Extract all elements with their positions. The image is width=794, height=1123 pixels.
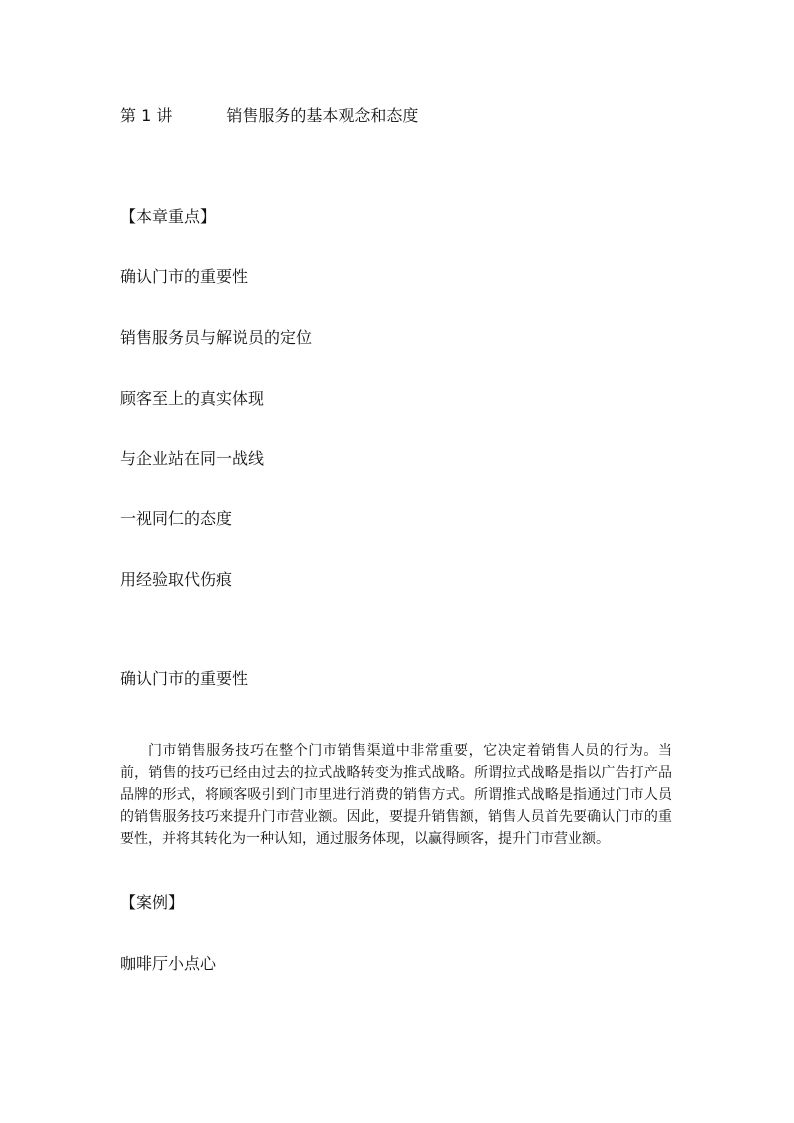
key-point-1: 确认门市的重要性 — [120, 267, 249, 286]
section-paragraph: 门市销售服务技巧在整个门市销售渠道中非常重要，它决定着销售人员的行为。当前，销售的技巧已经由过去的拉式战略转变为推式战略。所谓拉式战略是指以广告打产品品牌的形式，将顾客吸引到门市里进行消费的销售方式。所谓推式战略是指通过门市人员的销售服务技巧来提升门市营业额。因此，要提升销售额，销售人员首先要确认门市的重要性，并将其转化为一种认知，通过服务体现，以赢得顾客，提升门市营业额。 — [120, 743, 672, 847]
key-points-heading: 【本章重点】 — [120, 207, 217, 226]
key-point-3: 顾客至上的真实体现 — [120, 389, 265, 408]
case-title: 咖啡厅小点心 — [120, 954, 217, 973]
chapter-topic: 销售服务的基本观念和态度 — [226, 106, 419, 125]
lecture-number: 第 1 讲 — [120, 106, 173, 125]
key-point-4: 与企业站在同一战线 — [120, 449, 265, 468]
key-point-6: 用经验取代伤痕 — [120, 570, 233, 589]
key-point-2: 销售服务员与解说员的定位 — [120, 328, 313, 347]
chapter-title — [120, 106, 418, 126]
case-heading: 【案例】 — [120, 893, 185, 912]
section-title: 确认门市的重要性 — [120, 669, 249, 688]
key-point-5: 一视同仁的态度 — [120, 509, 233, 528]
